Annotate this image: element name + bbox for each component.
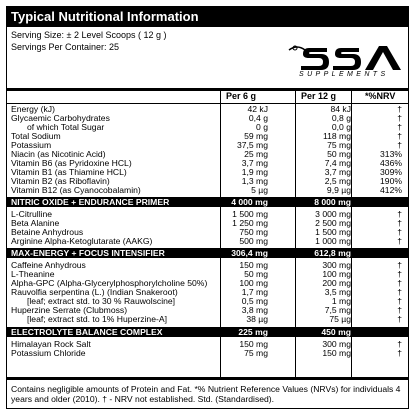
nutrient-name: Niacin (as Nicotinic Acid) <box>11 149 106 159</box>
ingredient-name: L-Citrulline <box>11 209 53 219</box>
nutrient-name: Potassium <box>11 140 52 150</box>
ingredient-name: Potassium Chloride <box>11 348 86 358</box>
logo-tagline: SUPPLEMENTS <box>299 71 389 78</box>
value-nrv: 190% <box>380 176 402 186</box>
section-total-per-6g: 306,4 mg <box>231 248 268 258</box>
value-per-6g: 50 mg <box>244 269 268 279</box>
value-per-6g: 1,7 mg <box>241 287 268 297</box>
value-per-12g: 50 mg <box>327 149 351 159</box>
value-nrv: † <box>397 314 402 324</box>
value-per-12g: 7,4 mg <box>324 158 351 168</box>
ingredient-name: Betaine Anhydrous <box>11 227 84 237</box>
nutrition-panel <box>6 6 409 409</box>
table-row <box>7 315 408 324</box>
value-per-6g: 38 µg <box>246 314 268 324</box>
value-per-6g: 750 mg <box>239 227 268 237</box>
col-header-nrv: *%NRV <box>365 91 396 101</box>
value-nrv: † <box>397 278 402 288</box>
section-name: MAX-ENERGY + FOCUS INTENSIFIER <box>11 248 165 258</box>
value-per-12g: 1 mg <box>331 296 351 306</box>
ingredient-name: Caffeine Anhydrous <box>11 260 86 270</box>
value-per-6g: 25 mg <box>244 149 268 159</box>
ingredient-name: Rauvolfia serpentina (L.) (Indian Snakeroot) <box>11 287 178 297</box>
nutrient-name: Vitamin B6 (as Pyridoxine HCL) <box>11 158 132 168</box>
value-per-12g: 100 mg <box>322 269 351 279</box>
section-header-max-energy <box>7 248 408 258</box>
value-nrv: † <box>397 113 402 123</box>
value-per-12g: 9,9 µg <box>326 185 351 195</box>
section-name: NITRIC OXIDE + ENDURANCE PRIMER <box>11 197 170 207</box>
nutrient-name: Total Sodium <box>11 131 61 141</box>
value-per-6g: 0 g <box>256 122 268 132</box>
value-per-6g: 59 mg <box>244 131 268 141</box>
nutrient-name: Vitamin B1 (as Thiamine HCL) <box>11 167 127 177</box>
value-per-12g: 3,7 mg <box>324 167 351 177</box>
value-nrv: † <box>397 140 402 150</box>
value-nrv: † <box>397 305 402 315</box>
nutrient-name: Glycaemic Carbohydrates <box>11 113 110 123</box>
value-per-12g: 1 000 mg <box>315 236 351 246</box>
col-header-per-6g: Per 6 g <box>226 91 257 101</box>
serving-size: Serving Size: ± 2 Level Scoops ( 12 g ) <box>11 30 167 40</box>
section-header-nitric-oxide <box>7 197 408 207</box>
value-nrv: † <box>397 269 402 279</box>
table-row <box>7 237 408 246</box>
value-per-12g: 0,8 g <box>331 113 351 123</box>
ssa-logo-icon <box>287 44 405 72</box>
value-nrv: † <box>397 348 402 358</box>
value-per-6g: 100 mg <box>239 278 268 288</box>
nutrient-name: Vitamin B12 (as Cyanocobalamin) <box>11 185 141 195</box>
value-per-6g: 5 µg <box>251 185 268 195</box>
value-nrv: † <box>397 131 402 141</box>
value-nrv: 412% <box>380 185 402 195</box>
ingredient-name: Huperzine Serrate (Clubmoss) <box>11 305 128 315</box>
section-total-per-12g: 450 mg <box>321 327 351 337</box>
value-per-12g: 75 mg <box>327 140 351 150</box>
value-nrv: † <box>397 218 402 228</box>
value-nrv: † <box>397 236 402 246</box>
value-per-12g: 200 mg <box>322 278 351 288</box>
value-per-12g: 2,5 mg <box>324 176 351 186</box>
ingredient-name: Himalayan Rock Salt <box>11 339 91 349</box>
value-per-12g: 150 mg <box>322 348 351 358</box>
panel-title: Typical Nutritional Information <box>7 7 408 27</box>
value-nrv: † <box>397 104 402 114</box>
value-per-12g: 300 mg <box>322 260 351 270</box>
section-total-per-12g: 8 000 mg <box>314 197 351 207</box>
value-per-12g: 0,0 g <box>331 122 351 132</box>
value-per-6g: 75 mg <box>244 348 268 358</box>
section-name: ELECTROLYTE BALANCE COMPLEX <box>11 327 163 337</box>
nutrient-name: Energy (kJ) <box>11 104 55 114</box>
ingredient-name: L-Theanine <box>11 269 55 279</box>
section-total-per-6g: 4 000 mg <box>231 197 268 207</box>
table-row <box>7 186 408 195</box>
ingredient-name: Alpha-GPC (Alpha-Glycerylphosphorylcholine 50%) <box>11 278 208 288</box>
value-per-12g: 118 mg <box>322 131 351 141</box>
value-per-12g: 1 500 mg <box>315 227 351 237</box>
section-header-electrolyte <box>7 327 408 337</box>
value-per-12g: 300 mg <box>322 339 351 349</box>
ingredient-detail: [leaf; extract std. to 30 % Rauwolscine] <box>27 296 176 306</box>
divider <box>7 377 408 380</box>
value-per-6g: 0,5 mg <box>241 296 268 306</box>
value-per-12g: 7,5 mg <box>324 305 351 315</box>
value-per-6g: 37,5 mg <box>236 140 268 150</box>
value-per-6g: 150 mg <box>239 260 268 270</box>
value-per-12g: 84 kJ <box>330 104 351 114</box>
section-total-per-12g: 612,8 mg <box>314 248 351 258</box>
footer-note: Contains negligible amounts of Protein and Fat. *% Nutrient Reference Values (NRVs) for individuals 4 years and older (2010). † - NRV not established. Std. (Standardised). <box>11 384 401 404</box>
nutrient-name: Vitamin B2 (as Riboflavin) <box>11 176 110 186</box>
col-header-per-12g: Per 12 g <box>301 91 337 101</box>
table-row <box>7 349 408 358</box>
value-nrv: † <box>397 339 402 349</box>
divider <box>7 88 408 91</box>
value-per-12g: 3 000 mg <box>315 209 351 219</box>
servings-per-container: Servings Per Container: 25 <box>11 42 120 52</box>
value-per-6g: 1,3 mg <box>241 176 268 186</box>
value-nrv: † <box>397 296 402 306</box>
value-per-6g: 3,8 mg <box>241 305 268 315</box>
value-nrv: † <box>397 260 402 270</box>
ingredient-detail: [leaf; extract std. to 1% Huperzine-A] <box>27 314 167 324</box>
value-per-6g: 3,7 mg <box>241 158 268 168</box>
value-per-6g: 500 mg <box>239 236 268 246</box>
value-nrv: † <box>397 227 402 237</box>
section-total-per-6g: 225 mg <box>238 327 268 337</box>
value-nrv: † <box>397 122 402 132</box>
value-nrv: 309% <box>380 167 402 177</box>
value-per-12g: 2 500 mg <box>315 218 351 228</box>
value-per-6g: 1 500 mg <box>232 209 268 219</box>
ingredient-name: Beta Alanine <box>11 218 60 228</box>
ingredient-name: Arginine Alpha-Ketoglutarate (AAKG) <box>11 236 153 246</box>
ssa-logo <box>277 44 405 84</box>
nutrient-name: of which Total Sugar <box>27 122 105 132</box>
value-per-6g: 150 mg <box>239 339 268 349</box>
value-per-12g: 75 µg <box>329 314 351 324</box>
value-per-6g: 1,9 mg <box>241 167 268 177</box>
value-nrv: 436% <box>380 158 402 168</box>
value-per-6g: 0,4 g <box>248 113 268 123</box>
value-nrv: 313% <box>380 149 402 159</box>
value-nrv: † <box>397 209 402 219</box>
value-per-6g: 42 kJ <box>247 104 268 114</box>
value-per-6g: 1 250 mg <box>232 218 268 228</box>
value-nrv: † <box>397 287 402 297</box>
value-per-12g: 3,5 mg <box>324 287 351 297</box>
